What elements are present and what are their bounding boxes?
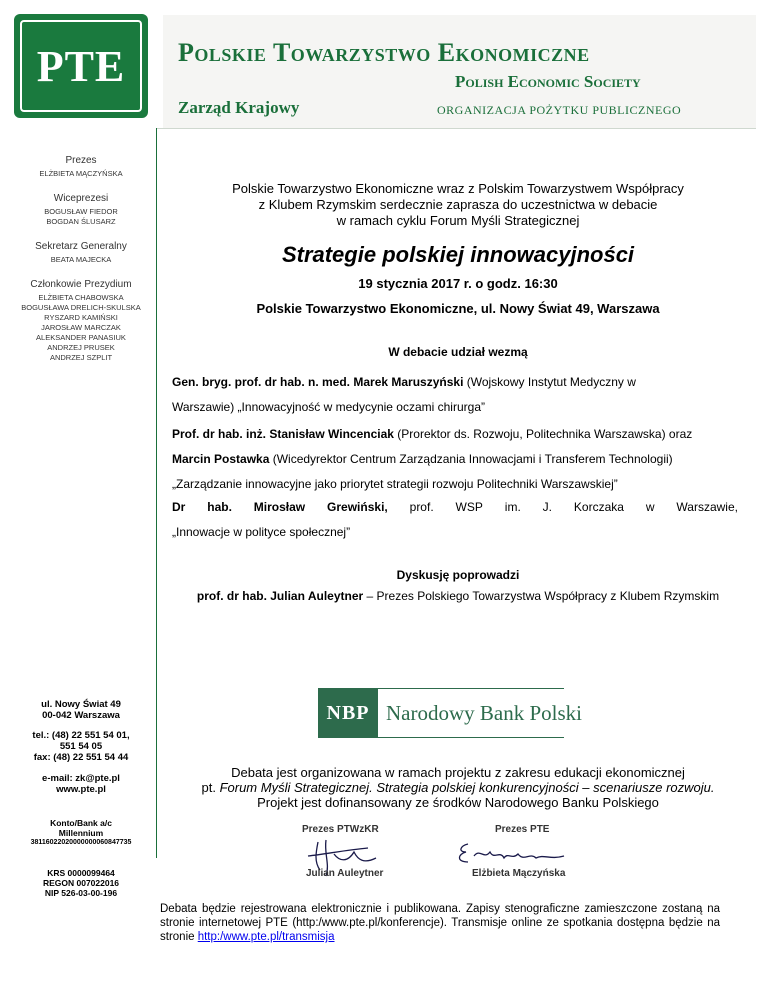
moderator-name: prof. dr hab. Julian Auleytner — [196, 589, 364, 603]
funding-line: Projekt jest dofinansowany ze środków Narodowego Banku Polskiego — [257, 795, 659, 810]
sidebar-divider — [156, 128, 157, 858]
signature-2-image — [454, 838, 584, 868]
sidebar-board — [10, 155, 152, 363]
participant-word: Grewiński, — [327, 500, 388, 514]
nbp-logo-box: NBP — [318, 688, 378, 738]
funding-note — [160, 765, 756, 810]
participant-topic: „Zarządzanie innowacyjne jako priorytet strategii rozwoju Politechniki Warszawskiej” — [172, 477, 618, 491]
participant-text — [172, 370, 636, 395]
member-name: RYSZARD KAMIŃSKI — [44, 313, 118, 322]
participant-topic: Warszawie) „Innowacyjność w medycynie oczami chirurga” — [172, 400, 485, 414]
participant-word: w — [645, 500, 655, 514]
invitation-text — [168, 181, 748, 229]
signature-2-role: Prezes PTE — [495, 824, 550, 835]
participant-word: Korczaka — [573, 500, 624, 514]
nbp-logo-rule — [378, 737, 564, 738]
nip-text: NIP 526-03-00-196 — [44, 888, 118, 898]
members-role: Członkowie Prezydium — [30, 279, 132, 290]
participant-affiliation: (Wojskowy Instytut Medyczny w — [463, 375, 636, 389]
secretary-name: BEATA MAJECKA — [50, 255, 112, 264]
email-text: e-mail: zk@pte.pl — [42, 773, 120, 784]
participant-word: WSP — [455, 500, 483, 514]
discussion-heading: Dyskusję poprowadzi — [396, 568, 520, 582]
org-name: Polskie Towarzystwo Ekonomiczne — [178, 38, 590, 67]
secretary-role: Sekretarz Generalny — [35, 241, 127, 252]
participant-topic: „Innowacje w polityce społecznej” — [172, 525, 351, 539]
phone-line: 551 54 05 — [59, 741, 103, 752]
event-date: 19 stycznia 2017 r. o godz. 16:30 — [358, 276, 558, 291]
participant-2 — [172, 422, 738, 497]
vice-name: BOGUSŁAW FIEDOR — [44, 207, 118, 216]
intro-line: Polskie Towarzystwo Ekonomiczne wraz z Polskim Towarzystwem Współpracy — [232, 181, 684, 196]
intro-line: w ramach cyklu Forum Myśli Strategicznej — [336, 213, 580, 228]
address-line: 00-042 Warszawa — [42, 710, 120, 721]
signature-1-name: Julian Auleytner — [306, 868, 384, 879]
address-line: ul. Nowy Świat 49 — [41, 699, 121, 710]
nbp-logo-rule — [378, 688, 564, 689]
phone-block — [8, 730, 154, 763]
recording-text: Debata będzie rejestrowana elektronicznie i publikowana. Zapisy stenograficzne zamieszczone zostaną na stronie internetowej PTE (http:/www.pte.pl/konferencje). Transmisje online ze spotkania dostępna będzie na stronie — [160, 903, 720, 943]
member-name: ANDRZEJ PRUSEK — [47, 343, 115, 352]
participant-word: im. — [504, 500, 521, 514]
participant-word: Dr — [172, 500, 186, 514]
phone-line: tel.: (48) 22 551 54 01, — [32, 730, 130, 741]
bank-name: Millennium — [58, 828, 104, 838]
address-block — [8, 699, 154, 721]
funding-prefix: pt. — [201, 780, 220, 795]
signature-1-role: Prezes PTWzKR — [302, 824, 379, 835]
email-block — [8, 773, 154, 795]
participant-line — [172, 370, 738, 395]
participant-word: hab. — [207, 500, 232, 514]
participant-word: J. — [542, 500, 553, 514]
regon-text: REGON 007022016 — [42, 878, 120, 888]
vice-name: BOGDAN ŚLUSARZ — [46, 217, 116, 226]
vice-names — [10, 207, 152, 227]
nbp-logo — [318, 688, 582, 738]
org-name-en: Polish Economic Society — [455, 72, 641, 91]
participant-word: Mirosław — [253, 500, 306, 514]
intro-line: z Klubem Rzymskim serdecznie zaprasza do uczestnictwa w debacie — [258, 197, 658, 212]
participant-name: Marcin Postawka — [172, 452, 270, 466]
participant-name: Gen. bryg. prof. dr hab. n. med. Marek Maruszyński — [172, 375, 464, 389]
participant-word: prof. — [409, 500, 434, 514]
funding-line: Debata jest organizowana w ramach projektu z zakresu edukacji ekonomicznej — [231, 765, 685, 780]
member-name: ANDRZEJ SZPLIT — [49, 353, 113, 362]
participant-affiliation: (Prorektor ds. Rozwoju, Politechnika Warszawska) oraz — [393, 427, 693, 441]
pte-logo-text: PTE — [36, 41, 126, 91]
website-text: www.pte.pl — [56, 784, 106, 795]
participant-line — [172, 447, 738, 472]
krs-text: KRS 0000099464 — [47, 868, 115, 878]
fax-line: fax: (48) 22 551 54 44 — [33, 752, 129, 763]
funding-project-title: Forum Myśli Strategicznej. Strategia polskiej konkurencyjności – scenariusze rozwoju. — [219, 780, 715, 795]
member-name: BOGUSŁAWA DRELICH-SKULSKA — [21, 303, 141, 312]
header-divider — [156, 128, 756, 129]
participant-line — [172, 422, 738, 447]
event-title: Strategie polskiej innowacyjności — [281, 242, 635, 267]
pte-logo-frame — [20, 20, 142, 112]
member-name: JAROSŁAW MARCZAK — [41, 323, 121, 332]
vice-role: Wiceprezesi — [53, 193, 109, 204]
funding-line — [160, 780, 756, 795]
bank-account: 38116022020000000060847735 — [30, 839, 132, 846]
moderator — [185, 589, 731, 604]
participant-4 — [172, 495, 738, 545]
participant-1 — [172, 370, 738, 420]
registry-block — [8, 868, 154, 898]
bank-block — [8, 818, 154, 848]
participant-name: Prof. dr hab. inż. Stanisław Wincenciak — [172, 427, 394, 441]
board-label: Zarząd Krajowy — [178, 98, 300, 117]
member-name: ELŻBIETA CHABOWSKA — [38, 293, 124, 302]
member-name: ALEKSANDER PANASIUK — [36, 333, 126, 342]
transmission-link[interactable]: http:/www.pte.pl/transmisja — [197, 931, 335, 943]
event-place: Polskie Towarzystwo Ekonomiczne, ul. Nowy Świat 49, Warszawa — [256, 301, 660, 316]
recording-note — [160, 902, 720, 944]
bank-label: Konto/Bank a/c — [50, 818, 112, 828]
opp-label: ORGANIZACJA POŻYTKU PUBLICZNEGO — [437, 103, 682, 117]
participant-word: Warszawie, — [676, 500, 738, 514]
participant-line — [172, 495, 738, 520]
pte-logo — [14, 14, 148, 118]
participant-affiliation: (Wicedyrektor Centrum Zarządzania Innowacjami i Transferem Technologii) — [269, 452, 673, 466]
participants-heading: W debacie udział wezmą — [388, 345, 528, 359]
nbp-logo-name: Narodowy Bank Polski — [386, 701, 582, 725]
signature-2-name: Elżbieta Mączyńska — [472, 868, 566, 879]
moderator-affiliation: – Prezes Polskiego Towarzystwa Współpracy z Klubem Rzymskim — [363, 589, 720, 603]
president-name: ELŻBIETA MĄCZYŃSKA — [39, 169, 123, 178]
members-names — [10, 293, 152, 363]
president-role: Prezes — [65, 155, 97, 166]
